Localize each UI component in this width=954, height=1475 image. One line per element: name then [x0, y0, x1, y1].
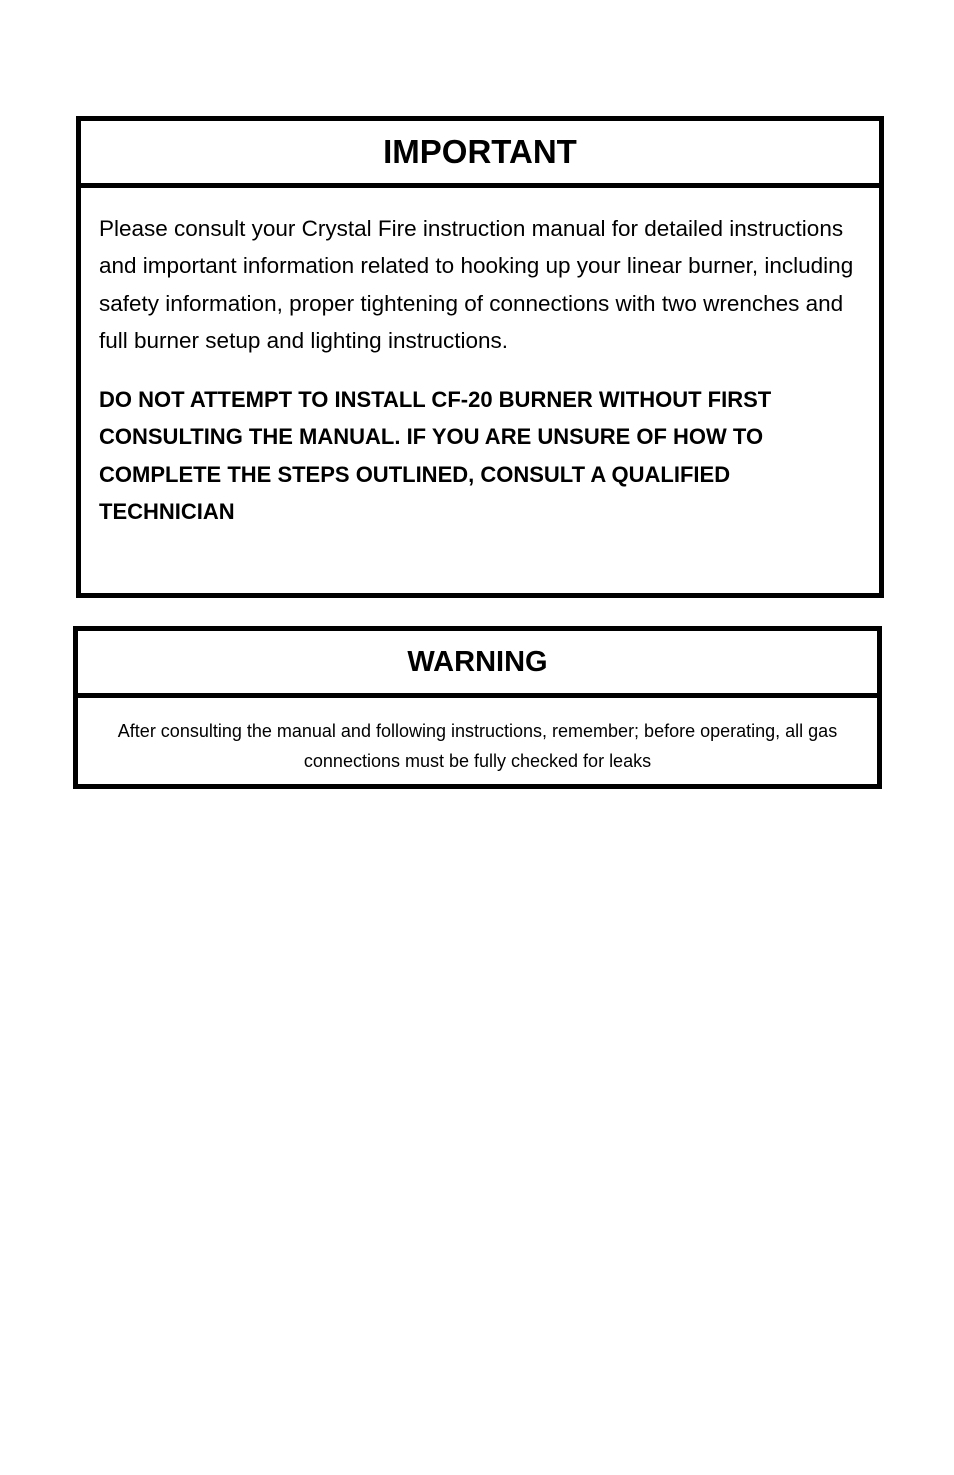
important-title: IMPORTANT	[81, 121, 879, 188]
warning-title: WARNING	[78, 631, 877, 698]
warning-text: After consulting the manual and following instructions, remember; before operating, all gas connections must be fully checked for leaks	[117, 721, 838, 771]
important-notice: DO NOT ATTEMPT TO INSTALL CF-20 BURNER WITHOUT FIRST CONSULTING THE MANUAL. IF YOU ARE UNSURE OF HOW TO COMPLETE THE STEPS OUTLINED, CONSULT A QUALIFIED TECHNICIAN	[99, 387, 772, 525]
important-paragraph: Please consult your Crystal Fire instruction manual for detailed instructions and important information related to hooking up your linear burner, including safety information, proper tightening of connections with two wrenches and full burner setup and lighting instructions.	[99, 216, 854, 353]
important-body	[81, 188, 879, 530]
important-box	[76, 116, 884, 598]
warning-box	[73, 626, 882, 789]
